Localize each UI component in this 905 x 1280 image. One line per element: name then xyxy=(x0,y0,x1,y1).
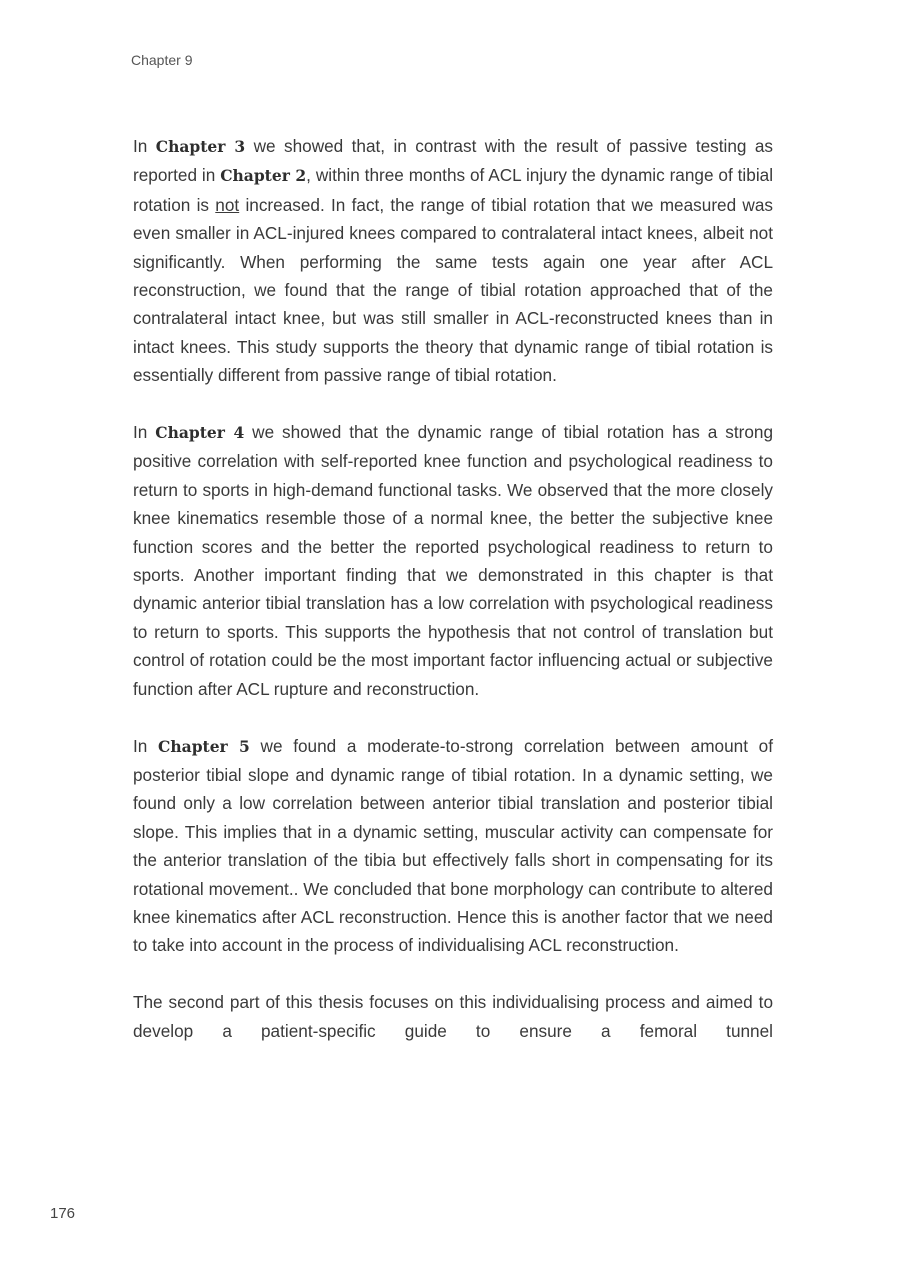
text: In xyxy=(133,136,156,156)
body-text xyxy=(133,132,773,1073)
page-number: 176 xyxy=(50,1205,76,1222)
paragraph-chapter-3 xyxy=(133,132,773,390)
text: In xyxy=(133,422,156,443)
text: we found a moderate-to-strong correlation between amount of posterior tibial slope and dynamic range of tibial rotation. In a dynamic setting, we found only a low correlation between anterior tibial translation and posterior tibial slope. This implies that in a dynamic setting, muscular activity can compensate for the anterior translation of the tibia but effectively falls short in compensating for its rotational movement.. We concluded that bone morphology can contribute to altered knee kinematics after ACL reconstruction. Hence this is another factor that we need to take into account in the process of individualising ACL reconstruction. xyxy=(133,735,774,956)
paragraph-chapter-4 xyxy=(133,418,773,703)
text: we showed that the dynamic range of tibial rotation has a strong positive correlation with self-reported knee function and psychological readiness to return to sports in high-demand functional tasks. We observed that the more closely knee kinematics resemble those of a normal knee, the better the subjective knee function scores and the better the reported psychological readiness to return to sports. Another important finding that we demonstrated in this chapter is that dynamic anterior tibial translation has a low correlation with psychological readiness to return to sports. This supports the hypothesis that not control of translation but control of rotation could be the most important factor influencing actual or subjective function after ACL rupture and reconstruction. xyxy=(133,422,773,699)
paragraph-second-part xyxy=(133,988,773,1045)
underlined-emphasis: not xyxy=(215,194,240,215)
paragraph-chapter-5 xyxy=(133,732,773,960)
text: , within three months of ACL injury the dynamic range of tibial rotation is xyxy=(133,165,774,215)
chapter-reference: Chapter 3 xyxy=(155,137,246,156)
running-head: Chapter 9 xyxy=(131,52,193,68)
text: we showed that, in contrast with the result of passive testing as reported in xyxy=(133,136,774,186)
chapter-reference: Chapter 4 xyxy=(155,423,245,443)
chapter-reference: Chapter 2 xyxy=(220,166,307,186)
chapter-reference: Chapter 5 xyxy=(158,736,250,756)
text: increased. In fact, the range of tibial rotation that we measured was even smaller in ACL-injured knees compared to contralateral intact knees, albeit not significantly. When performing the same tests again one year after ACL reconstruction, we found that the range of tibial rotation approached that of the contralateral intact knee, but was still smaller in ACL-reconstructed knees than in intact knees. This study supports the theory that dynamic range of tibial rotation is essentially different from passive range of tibial rotation. xyxy=(133,194,773,386)
text: In xyxy=(133,735,159,756)
text: The second part of this thesis focuses on this individualising process and aimed to develop a patient-specific guide to ensure a femoral tunnel xyxy=(133,992,773,1041)
